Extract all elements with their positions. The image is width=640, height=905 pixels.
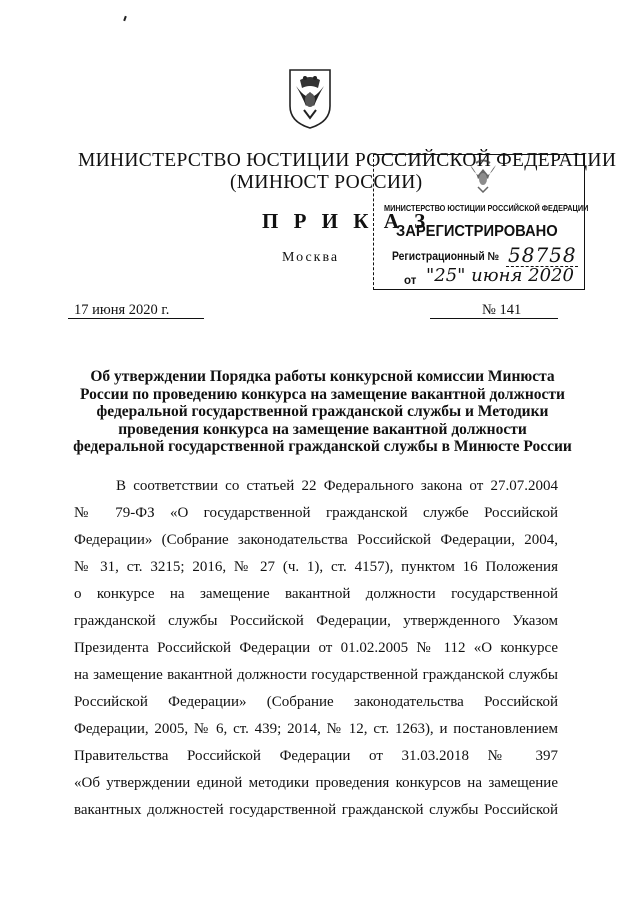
stamp-date-value: "25" июня 2020 [426,265,574,286]
ministry-name: МИНИСТЕРСТВО ЮСТИЦИИ РОССИЙСКОЙ ФЕДЕРАЦИИ [78,150,617,171]
order-number: № 141 [482,302,522,318]
title-line: проведения конкурса на замещение вакантной должности [118,420,527,438]
body-line: Российской Федерации» (Собрание законодательства Российской [74,694,558,710]
stamp-regnum-label: Регистрационный № [392,251,500,263]
stamp-registered: ЗАРЕГИСТРИРОВАНО [396,223,558,240]
body-line: Федерации» (Собрание законодательства Российской Федерации, 2004, [74,532,558,548]
body-line: гражданской службы Российской Федерации, утвержденного Указом [74,613,558,629]
body-line: Президента Российской Федерации от 01.02.2005 № 112 «О конкурсе [74,640,558,656]
order-date: 17 июня 2020 г. [74,302,170,318]
city: Москва [282,250,340,265]
ministry-short-name: (МИНЮСТ РОССИИ) [230,172,423,193]
stamp-ministry: МИНИСТЕРСТВО ЮСТИЦИИ РОССИЙСКОЙ ФЕДЕРАЦИИ [384,203,589,213]
body-line: Федерации, 2005, № 6, ст. 439; 2014, № 12, ст. 1263), и постановлением [74,721,558,737]
title-line: России по проведению конкурса на замещение вакантной должности [80,385,565,403]
body-line: на замещение вакантной должности государственной гражданской службы [74,667,558,683]
order-date-underline [68,318,204,319]
body-line: «Об утверждении единой методики проведения конкурсов на замещение [74,775,558,791]
stamp-regnum-value: 58758 [508,243,577,267]
title-line: Об утверждении Порядка работы конкурсной комиссии Минюста [90,368,555,385]
body-line: № 79-ФЗ «О государственной гражданской службе Российской [74,505,558,521]
body-line: вакантных должностей государственной гражданской службы Российской [74,802,558,818]
order-number-underline [430,318,558,319]
body-line: В соответствии со статьей 22 Федерального закона от 27.07.2004 [116,478,558,494]
scan-speck [123,16,127,21]
document-body [74,473,558,824]
body-line: № 31, ст. 3215; 2016, № 27 (ч. 1), ст. 4157), пунктом 16 Положения [74,559,558,575]
stamp-emblem-icon [466,157,500,193]
coat-of-arms-icon [286,66,334,130]
stamp-date-prefix: от [404,275,417,287]
registration-stamp [373,154,589,290]
document-title [70,368,575,456]
title-line: федеральной государственной гражданской службы в Минюсте России [73,438,572,456]
title-line: федеральной государственной гражданской службы и Методики [96,403,549,421]
document-type: П Р И К А З [262,209,431,233]
body-line: о конкурсе на замещение вакантной должности государственной [74,586,558,602]
body-line: Правительства Российской Федерации от 31.03.2018 № 397 [74,748,558,764]
